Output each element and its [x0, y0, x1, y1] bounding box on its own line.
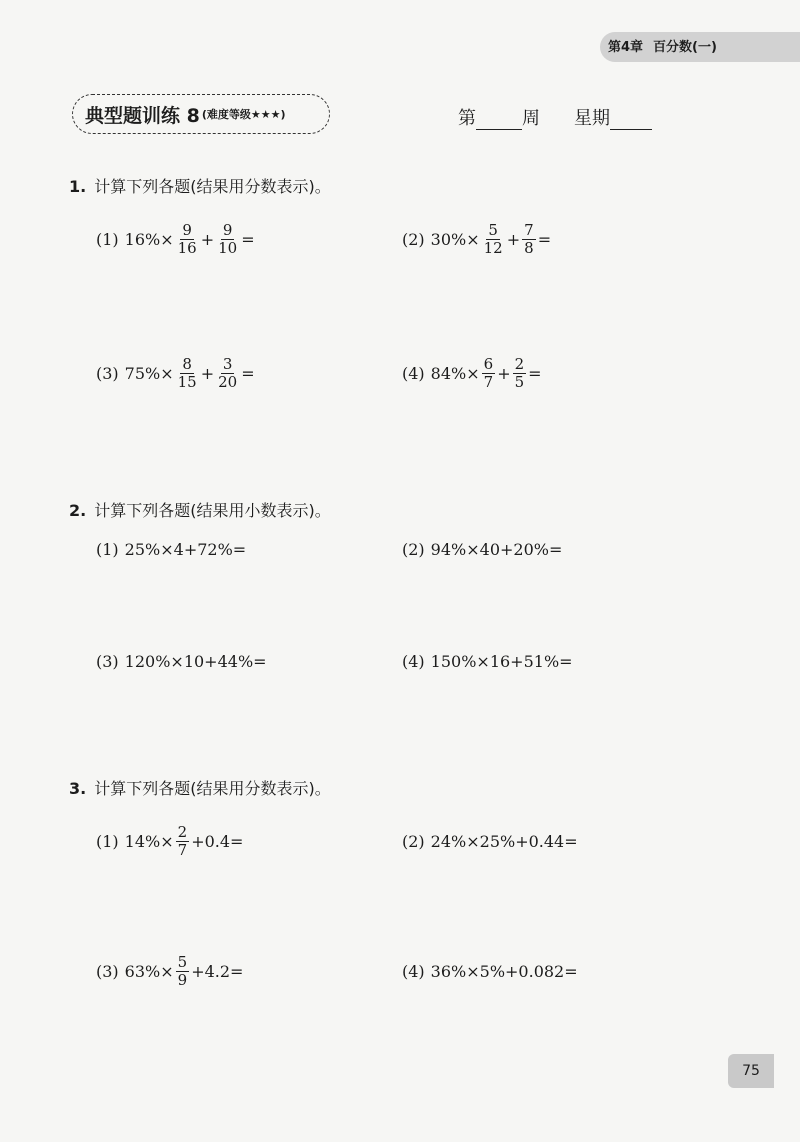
numerator: 2 — [177, 823, 188, 841]
problem-3-1 — [96, 818, 243, 864]
problem-1-4 — [402, 350, 542, 396]
section-3-text: 计算下列各题(结果用分数表示)。 — [94, 779, 331, 798]
problem-index: (4) — [402, 363, 425, 383]
denominator: 5 — [514, 372, 525, 391]
chapter-title: 百分数(一) — [653, 40, 717, 55]
expr-part: 120%×10+44%= — [124, 651, 267, 671]
section-2-text: 计算下列各题(结果用小数表示)。 — [94, 501, 331, 520]
problem-index: (2) — [402, 831, 425, 851]
section-2-title — [69, 498, 331, 521]
problem-2-1 — [96, 526, 246, 572]
weekday-blank[interactable] — [610, 107, 652, 130]
problem-3-4 — [402, 948, 578, 994]
expr-part: + — [200, 229, 215, 249]
numerator: 8 — [182, 355, 192, 373]
expr-part: 75%× — [124, 363, 174, 383]
fraction — [482, 356, 496, 390]
page-number: 75 — [728, 1054, 774, 1088]
chapter-header — [608, 36, 727, 55]
denominator: 20 — [218, 372, 238, 391]
fraction — [216, 356, 239, 390]
problem-index: (1) — [96, 539, 119, 559]
expr-part: 63%× — [124, 961, 174, 981]
expr-part: 94%×40+20%= — [430, 539, 563, 559]
numerator: 7 — [524, 221, 534, 239]
problem-1-1 — [96, 216, 255, 262]
denominator: 9 — [177, 970, 188, 989]
fraction — [176, 356, 199, 390]
problem-3-3 — [96, 948, 243, 994]
numerator: 2 — [514, 355, 525, 373]
week-blank[interactable] — [476, 107, 522, 130]
problem-index: (3) — [96, 961, 119, 981]
expr-part: + — [200, 363, 215, 383]
expr-part: = — [528, 363, 542, 383]
section-1-number: 1. — [69, 177, 87, 196]
weekday-label: 星期 — [574, 108, 610, 129]
problem-index: (2) — [402, 229, 425, 249]
section-1-text: 计算下列各题(结果用分数表示)。 — [94, 177, 331, 196]
denominator: 7 — [483, 372, 494, 391]
section-3-number: 3. — [69, 779, 87, 798]
expr-part: 16%× — [124, 229, 174, 249]
section-3-title — [69, 776, 331, 799]
problem-index: (3) — [96, 363, 119, 383]
chapter-number: 第4章 — [608, 40, 644, 55]
expr-part: 36%×5%+0.082= — [430, 961, 578, 981]
denominator: 15 — [177, 372, 197, 391]
exercise-title-box — [72, 94, 330, 134]
fraction — [482, 222, 505, 256]
expr-part: + — [497, 363, 511, 383]
problem-2-3 — [96, 638, 267, 684]
problem-index: (1) — [96, 831, 119, 851]
difficulty-label: (难度等级★★★) — [201, 108, 286, 121]
denominator: 12 — [483, 238, 503, 257]
fraction — [176, 954, 190, 988]
numerator: 3 — [222, 355, 233, 373]
expr-part: = — [537, 229, 552, 249]
expr-part: +0.4= — [191, 831, 244, 851]
numerator: 5 — [177, 953, 188, 971]
expr-part: = — [241, 229, 255, 249]
denominator: 10 — [218, 238, 238, 257]
fraction — [176, 222, 199, 256]
numerator: 9 — [182, 221, 192, 239]
problem-index: (4) — [402, 651, 425, 671]
problem-3-2 — [402, 818, 578, 864]
problem-index: (1) — [96, 229, 119, 249]
section-1-title — [69, 174, 331, 197]
fraction — [522, 222, 536, 256]
expr-part: + — [506, 229, 521, 249]
expr-part: +4.2= — [191, 961, 244, 981]
expr-part: 150%×16+51%= — [430, 651, 573, 671]
problem-index: (4) — [402, 961, 425, 981]
week-label: 周 — [522, 108, 540, 129]
numerator: 5 — [488, 221, 498, 239]
denominator: 7 — [177, 840, 188, 859]
problem-index: (2) — [402, 539, 425, 559]
expr-part: 84%× — [430, 363, 480, 383]
expr-part: 30%× — [430, 229, 480, 249]
denominator: 16 — [177, 238, 197, 257]
problem-index: (3) — [96, 651, 119, 671]
week-day-line — [458, 104, 652, 130]
problem-1-2 — [402, 216, 551, 262]
expr-part: 25%×4+72%= — [124, 539, 247, 559]
problem-2-2 — [402, 526, 562, 572]
expr-part: = — [241, 363, 255, 383]
expr-part: 24%×25%+0.44= — [430, 831, 578, 851]
numerator: 9 — [222, 221, 233, 239]
denominator: 8 — [524, 238, 534, 257]
exercise-title: 典型题训练 8 — [85, 104, 200, 127]
week-prefix: 第 — [458, 108, 476, 129]
fraction — [513, 356, 527, 390]
fraction — [176, 824, 190, 858]
section-2-number: 2. — [69, 501, 87, 520]
fraction — [216, 222, 239, 256]
expr-part: 14%× — [124, 831, 174, 851]
numerator: 6 — [483, 355, 494, 373]
problem-1-3 — [96, 350, 255, 396]
problem-2-4 — [402, 638, 573, 684]
